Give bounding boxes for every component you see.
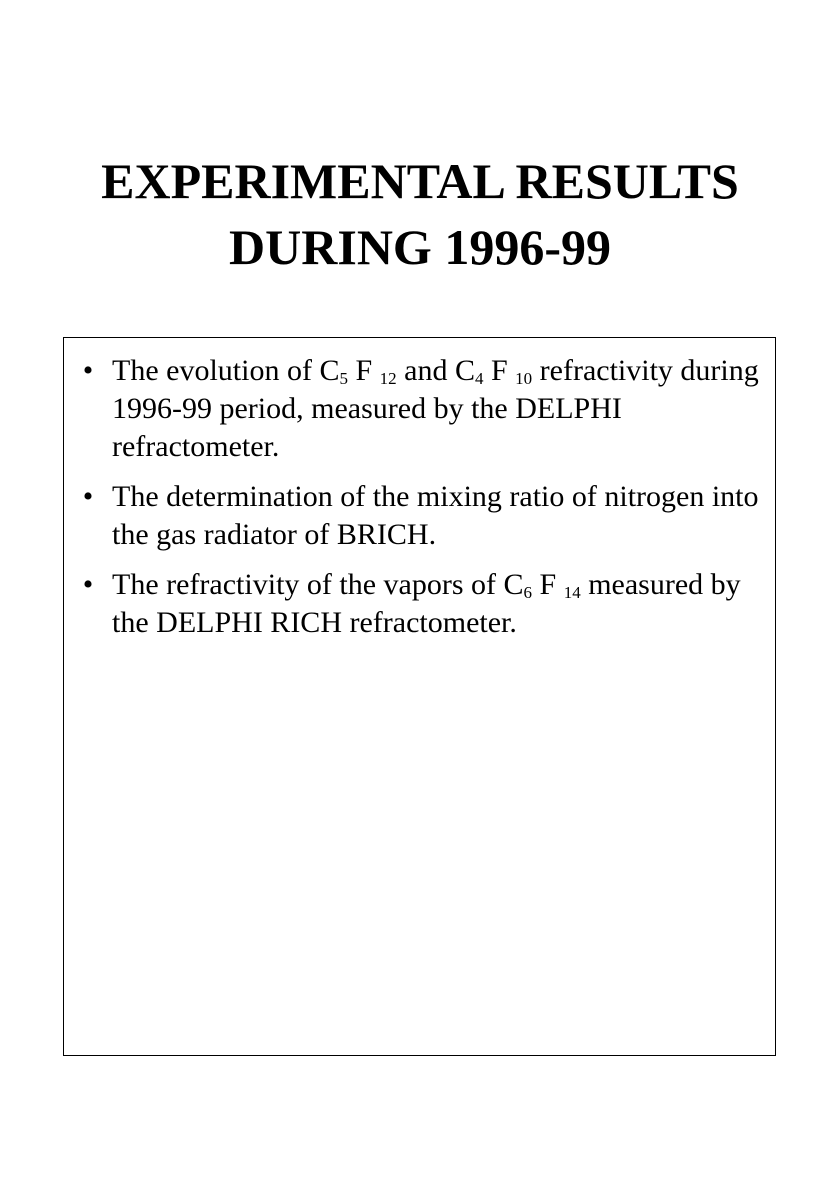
subscript: 10 bbox=[515, 369, 533, 388]
bullet-text-vapors bbox=[112, 566, 765, 642]
bullet-text-mixing-ratio: The determination of the mixing ratio of nitrogen into the gas radiator of BRICH. bbox=[112, 480, 759, 551]
bullet-item-mixing-ratio bbox=[64, 478, 775, 554]
bullet-text-part: refractivity during 1996-99 period, measured by the DELPHI refractometer. bbox=[112, 354, 759, 463]
bullet-text-part: The evolution of C bbox=[112, 354, 340, 387]
subscript: 6 bbox=[523, 583, 533, 602]
bullet-text-part: F bbox=[483, 354, 516, 387]
subscript: 14 bbox=[563, 583, 581, 602]
content-box bbox=[63, 337, 776, 1056]
bullet-text-evolution bbox=[112, 352, 765, 466]
bullet-marker: • bbox=[82, 480, 94, 513]
bullet-text-part: F bbox=[532, 568, 564, 601]
slide-title-line-2: DURING 1996-99 bbox=[229, 219, 611, 275]
bullet-list bbox=[64, 352, 775, 654]
bullet-marker: • bbox=[82, 354, 94, 387]
slide-title bbox=[0, 148, 840, 280]
bullet-text-part: F bbox=[347, 354, 380, 387]
bullet-text-part: and C bbox=[396, 354, 475, 387]
bullet-text-part: The refractivity of the vapors of C bbox=[112, 568, 524, 601]
slide-title-line-1: EXPERIMENTAL RESULTS bbox=[101, 153, 739, 209]
bullet-marker: • bbox=[82, 568, 94, 601]
bullet-text-part: measured by the DELPHI RICH refractometer. bbox=[112, 568, 741, 639]
subscript: 12 bbox=[379, 369, 397, 388]
bullet-item-evolution bbox=[64, 352, 775, 466]
subscript: 5 bbox=[339, 369, 348, 388]
bullet-item-vapors bbox=[64, 566, 775, 642]
subscript: 4 bbox=[474, 369, 484, 388]
